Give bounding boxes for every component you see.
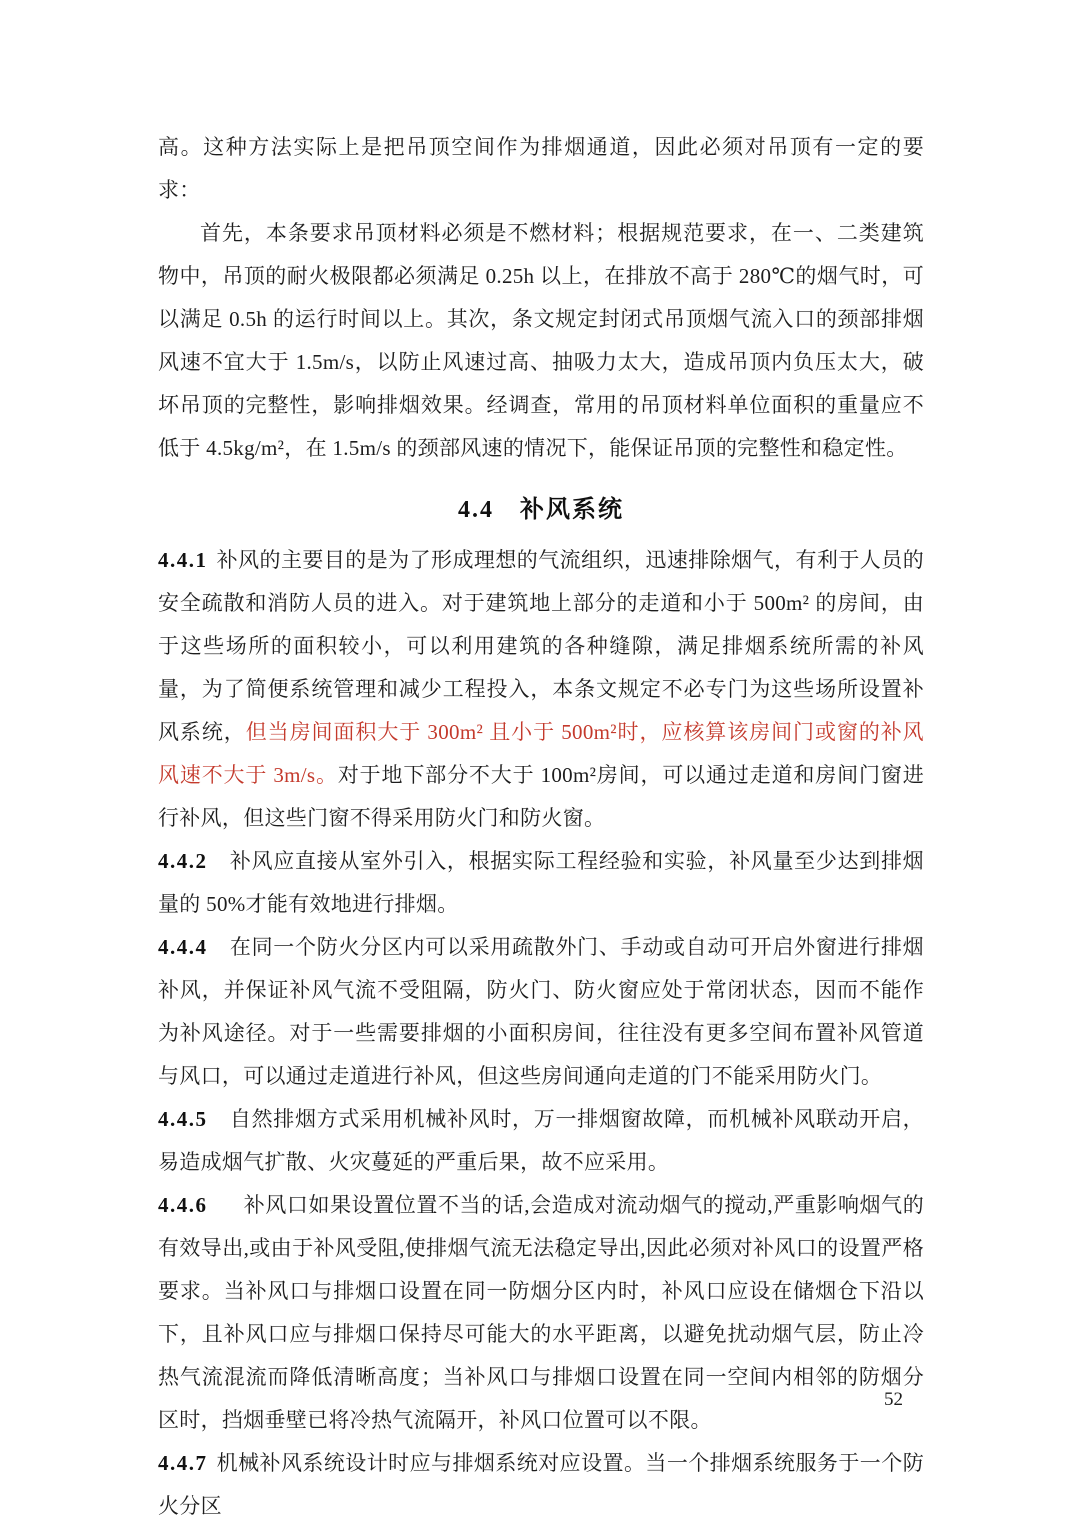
clause-number: 4.4.4: [158, 935, 208, 959]
body-paragraph-continuation: 高。这种方法实际上是把吊顶空间作为排烟通道，因此必须对吊顶有一定的要求：: [158, 135, 924, 202]
section-heading: 4.4 补风系统: [458, 497, 624, 523]
clause-4-4-1: [158, 539, 924, 840]
clause-number: 4.4.2: [158, 849, 208, 873]
clause-number: 4.4.6: [158, 1193, 208, 1217]
highlight-red-text: 但当房间面积大于 300m² 且小于 500m²时，应核算该房间门或窗的补风风速不大于 3m/s。: [158, 720, 924, 787]
clause-text: 补风口如果设置位置不当的话,会造成对流动烟气的搅动,严重影响烟气的有效导出,或由于补风受阻,使排烟气流无法稳定导出,因此必须对补风口的设置严格要求。当补风口与排烟口设置在同一防烟分区内时，补风口应设在储烟仓下沿以下，且补风口应与排烟口保持尽可能大的水平距离，以避免扰动烟气层，防止冷热气流混流而降低清晰高度；当补风口与排烟口设置在同一空间内相邻的防烟分区时，挡烟垂壁已将冷热气流隔开，补风口位置可以不限。: [158, 1193, 924, 1432]
page-number: 52: [884, 1389, 903, 1410]
clause-text: 补风的主要目的是为了形成理想的气流组织，迅速排除烟气，有利于人员的安全疏散和消防人员的进入。对于建筑地上部分的走道和小于 500m² 的房间，由于这些场所的面积较小，可以利用建筑的各种缝隙，满足排烟系统所需的补风量，为了简便系统管理和减少工程投入，本条文规定不必专门为这些场所设置补风系统，: [158, 548, 924, 744]
clause-number: 4.4.5: [158, 1107, 208, 1131]
clause-4-4-7: [158, 1442, 924, 1527]
clause-text: 补风应直接从室外引入，根据实际工程经验和实验，补风量至少达到排烟量的 50%才能有效地进行排烟。: [158, 849, 924, 916]
clause-number: 4.4.1: [158, 548, 208, 572]
clause-4-4-4: [158, 926, 924, 1098]
clause-text: 机械补风系统设计时应与排烟系统对应设置。当一个排烟系统服务于一个防火分区: [158, 1451, 924, 1518]
clause-4-4-2: [158, 840, 924, 926]
body-paragraph: 首先，本条要求吊顶材料必须是不燃材料；根据规范要求，在一、二类建筑物中，吊顶的耐火极限都必须满足 0.25h 以上，在排放不高于 280℃的烟气时，可以满足 0.5h 的运行时间以上。其次，条文规定封闭式吊顶烟气流入口的颈部排烟风速不宜大于 1.5m/s，以防止风速过高、抽吸力太大，造成吊顶内负压太大，破坏吊顶的完整性，影响排烟效果。经调查，常用的吊顶材料单位面积的重量应不低于 4.5kg/m²，在 1.5m/s 的颈部风速的情况下，能保证吊顶的完整性和稳定性。: [158, 221, 924, 460]
clause-4-4-5: [158, 1098, 924, 1184]
clause-number: 4.4.7: [158, 1451, 208, 1475]
clause-text: 自然排烟方式采用机械补风时，万一排烟窗故障，而机械补风联动开启，易造成烟气扩散、火灾蔓延的严重后果，故不应采用。: [158, 1107, 924, 1174]
page-content: [158, 126, 924, 1527]
clause-text-after: 对于地下部分不大于 100m²房间，可以通过走道和房间门窗进行补风，但这些门窗不得采用防火门和防火窗。: [158, 763, 924, 830]
clause-text: 在同一个防火分区内可以采用疏散外门、手动或自动可开启外窗进行排烟补风，并保证补风气流不受阻隔，防火门、防火窗应处于常闭状态，因而不能作为补风途径。对于一些需要排烟的小面积房间，往往没有更多空间布置补风管道与风口，可以通过走道进行补风，但这些房间通向走道的门不能采用防火门。: [158, 935, 924, 1088]
clause-4-4-6: [158, 1184, 924, 1442]
